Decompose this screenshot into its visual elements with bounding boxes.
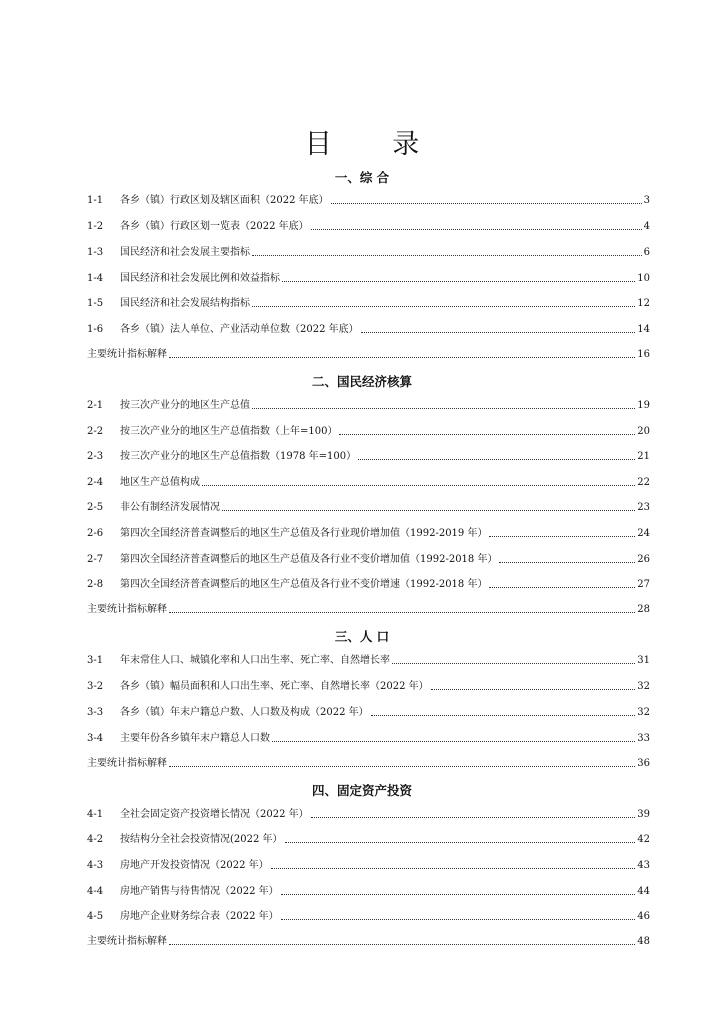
entry-title: 非公有制经济发展情况 xyxy=(120,502,220,513)
entry-page: 14 xyxy=(637,324,650,335)
toc-entry[interactable] xyxy=(87,475,650,489)
toc-entry[interactable] xyxy=(87,296,650,310)
entry-page: 27 xyxy=(637,579,650,590)
entry-page: 21 xyxy=(637,451,650,462)
section-heading: 四、固定资产投资 xyxy=(311,783,412,798)
entry-title: 按三次产业分的地区生产总值 xyxy=(120,400,250,411)
dot-leader xyxy=(169,766,635,767)
entry-title: 年末常住人口、城镇化率和人口出生率、死亡率、自然增长率 xyxy=(120,655,390,666)
toc-entry[interactable] xyxy=(87,500,650,514)
toc-entry[interactable] xyxy=(87,934,650,948)
dot-leader xyxy=(371,715,636,716)
entry-number: 1-6 xyxy=(87,324,104,335)
entry-number: 1-3 xyxy=(87,247,104,258)
dot-leader xyxy=(311,229,642,230)
entry-title: 主要年份各乡镇年末户籍总人口数 xyxy=(120,733,270,744)
entry-page: 31 xyxy=(637,655,650,666)
dot-leader xyxy=(281,919,636,920)
dot-leader xyxy=(361,332,636,333)
entry-page: 46 xyxy=(637,911,650,922)
entry-title: 第四次全国经济普查调整后的地区生产总值及各行业现价增加值（1992-2019 年） xyxy=(120,528,488,539)
entry-page: 3 xyxy=(643,195,650,206)
toc-entry[interactable] xyxy=(87,679,650,693)
dot-leader xyxy=(282,281,635,282)
entry-number: 2-7 xyxy=(87,554,104,565)
entry-page: 39 xyxy=(637,809,650,820)
entry-number: 2-6 xyxy=(87,528,104,539)
entry-title: 地区生产总值构成 xyxy=(120,477,200,488)
entry-page: 33 xyxy=(637,733,650,744)
entry-title: 国民经济和社会发展比例和效益指标 xyxy=(120,273,280,284)
entry-number: 1-5 xyxy=(87,298,104,309)
entry-page: 42 xyxy=(637,834,650,845)
entry-number: 2-2 xyxy=(87,426,104,437)
entry-number: 3-2 xyxy=(87,681,104,692)
entry-number: 2-5 xyxy=(87,502,104,513)
entry-number: 4-3 xyxy=(87,860,104,871)
entry-number: 4-2 xyxy=(87,834,104,845)
entry-page: 20 xyxy=(637,426,650,437)
page-title: 目 录 xyxy=(304,129,446,160)
entry-title: 按结构分全社会投资情况(2022 年） xyxy=(120,834,283,845)
dot-leader xyxy=(281,894,636,895)
entry-title: 国民经济和社会发展主要指标 xyxy=(120,247,250,258)
entry-number: 4-4 xyxy=(87,886,104,897)
toc-entry[interactable] xyxy=(87,577,650,591)
dot-leader xyxy=(392,663,635,664)
entry-title: 第四次全国经济普查调整后的地区生产总值及各行业不变价增加值（1992-2018 年） xyxy=(120,554,498,565)
entry-title: 各乡（镇）法人单位、产业活动单位数（2022 年底） xyxy=(120,324,359,335)
entry-page: 19 xyxy=(637,400,650,411)
toc-entry[interactable] xyxy=(87,807,650,821)
entry-page: 6 xyxy=(643,247,650,258)
entry-page: 24 xyxy=(637,528,650,539)
entry-title: 各乡（镇）幅员面积和人口出生率、死亡率、自然增长率（2022 年） xyxy=(120,681,429,692)
entry-number: 2-1 xyxy=(87,400,104,411)
entry-title: 各乡（镇）行政区划及辖区面积（2022 年底） xyxy=(120,195,329,206)
dot-leader xyxy=(271,868,636,869)
dot-leader xyxy=(169,944,635,945)
dot-leader xyxy=(272,741,635,742)
entry-number: 2-4 xyxy=(87,477,104,488)
toc-entry[interactable] xyxy=(87,705,650,719)
toc-entry[interactable] xyxy=(87,398,650,412)
dot-leader xyxy=(169,612,635,613)
entry-page: 16 xyxy=(637,349,650,360)
dot-leader xyxy=(252,306,635,307)
dot-leader xyxy=(311,817,636,818)
entry-page: 43 xyxy=(637,860,650,871)
entry-page: 10 xyxy=(637,273,650,284)
entry-page: 4 xyxy=(643,221,650,232)
entry-page: 22 xyxy=(637,477,650,488)
entry-title: 主要统计指标解释 xyxy=(87,349,167,360)
toc-entry[interactable] xyxy=(87,832,650,846)
entry-number: 2-8 xyxy=(87,579,104,590)
dot-leader xyxy=(222,510,635,511)
dot-leader xyxy=(431,689,636,690)
toc-entry[interactable] xyxy=(87,884,650,898)
toc-entry[interactable] xyxy=(87,219,650,233)
toc-entry[interactable] xyxy=(87,552,650,566)
entry-number: 1-4 xyxy=(87,273,104,284)
dot-leader xyxy=(202,485,635,486)
entry-title: 主要统计指标解释 xyxy=(87,758,167,769)
entry-page: 32 xyxy=(637,681,650,692)
dot-leader xyxy=(499,562,635,563)
entry-number: 4-5 xyxy=(87,911,104,922)
toc-entry[interactable] xyxy=(87,322,650,336)
toc-entry[interactable] xyxy=(87,653,650,667)
entry-page: 32 xyxy=(637,707,650,718)
entry-page: 23 xyxy=(637,502,650,513)
toc-entry[interactable] xyxy=(87,602,650,616)
toc-entry[interactable] xyxy=(87,756,650,770)
entry-page: 12 xyxy=(637,298,650,309)
section-heading: 二、国民经济核算 xyxy=(311,374,412,389)
entry-number: 1-1 xyxy=(87,195,104,206)
entry-title: 各乡（镇）年末户籍总户数、人口数及构成（2022 年） xyxy=(120,707,369,718)
entry-title: 主要统计指标解释 xyxy=(87,604,167,615)
entry-page: 28 xyxy=(637,604,650,615)
toc-entry[interactable] xyxy=(87,424,650,438)
entry-number: 3-3 xyxy=(87,707,104,718)
entry-number: 4-1 xyxy=(87,809,104,820)
entry-title: 各乡（镇）行政区划一览表（2022 年底） xyxy=(120,221,309,232)
dot-leader xyxy=(169,357,635,358)
entry-title: 主要统计指标解释 xyxy=(87,936,167,947)
dot-leader xyxy=(285,842,636,843)
dot-leader xyxy=(252,255,642,256)
entry-title: 按三次产业分的地区生产总值指数（上年=100） xyxy=(120,426,338,437)
entry-number: 2-3 xyxy=(87,451,104,462)
entry-title: 国民经济和社会发展结构指标 xyxy=(120,298,250,309)
entry-title: 房地产开发投资情况（2022 年） xyxy=(120,860,269,871)
entry-title: 房地产企业财务综合表（2022 年） xyxy=(120,911,279,922)
toc-entry[interactable] xyxy=(87,271,650,285)
toc-entry[interactable] xyxy=(87,193,650,207)
toc-entry[interactable] xyxy=(87,245,650,259)
toc-entry[interactable] xyxy=(87,858,650,872)
entry-number: 3-4 xyxy=(87,733,104,744)
entry-number: 1-2 xyxy=(87,221,104,232)
dot-leader xyxy=(339,434,635,435)
toc-entry[interactable] xyxy=(87,526,650,540)
dot-leader xyxy=(252,408,635,409)
entry-number: 3-1 xyxy=(87,655,104,666)
dot-leader xyxy=(331,203,642,204)
entry-title: 按三次产业分的地区生产总值指数（1978 年=100） xyxy=(120,451,357,462)
entry-page: 48 xyxy=(637,936,650,947)
dot-leader xyxy=(489,536,635,537)
entry-title: 全社会固定资产投资增长情况（2022 年） xyxy=(120,809,309,820)
entry-page: 26 xyxy=(637,554,650,565)
section-heading: 一、综 合 xyxy=(334,170,390,185)
section-heading: 三、人 口 xyxy=(334,629,390,644)
toc-entry[interactable] xyxy=(87,731,650,745)
toc-entry[interactable] xyxy=(87,347,650,361)
entry-title: 房地产销售与待售情况（2022 年） xyxy=(120,886,279,897)
dot-leader xyxy=(489,587,635,588)
toc-entry[interactable] xyxy=(87,909,650,923)
entry-page: 36 xyxy=(637,758,650,769)
toc-entry[interactable] xyxy=(87,449,650,463)
entry-page: 44 xyxy=(637,886,650,897)
dot-leader xyxy=(358,459,635,460)
entry-title: 第四次全国经济普查调整后的地区生产总值及各行业不变价增速（1992-2018 年） xyxy=(120,579,488,590)
